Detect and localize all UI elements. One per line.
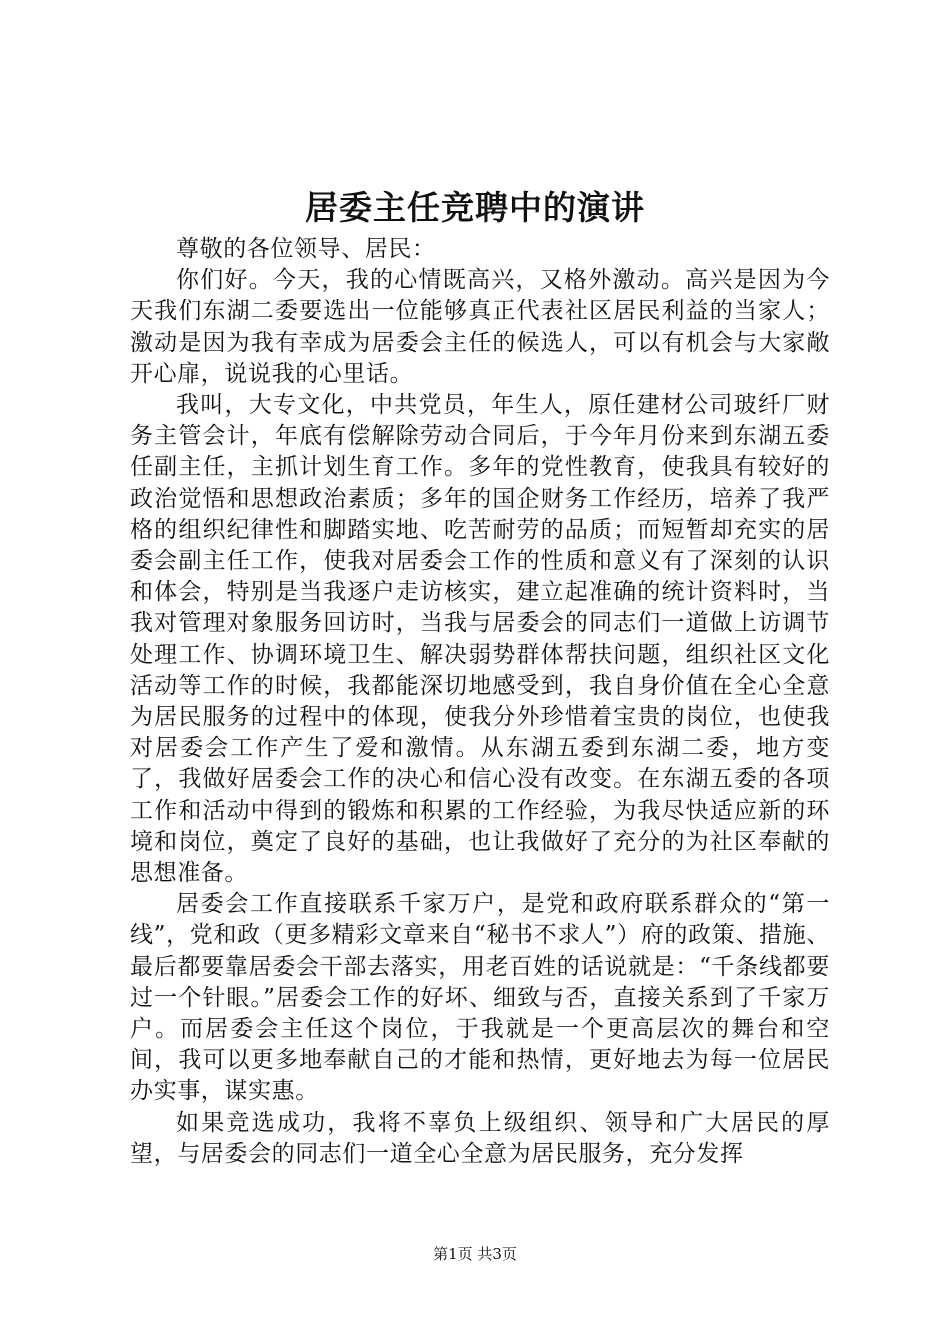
paragraph-greeting: 你们好。今天，我的心情既高兴，又格外激动。高兴是因为今天我们东湖二委要选出一位能够真正代表社区居民利益的当家人；激动是因为我有幸成为居委会主任的候选人，可以有机会与大家敞开心扉，说说我的心里话。 bbox=[130, 267, 830, 387]
paragraph-role-significance: 居委会工作直接联系千家万户，是党和政府联系群众的“第一线”，党和政（更多精彩文章来自“秘书不求人”）府的政策、措施、最后都要靠居委会干部去落实，用老百姓的话说就是：“千条线都要过一个针眼。”居委会工作的好坏、细致与否，直接关系到了千家万户。而居委会主任这个岗位，于我就是一个更高层次的舞台和空间，我可以更多地奉献自己的才能和热情，更好地去为每一位居民办实事，谋实惠。 bbox=[130, 891, 830, 1105]
document-title: 居委主任竞聘中的演讲 bbox=[305, 188, 645, 227]
paragraph-commitment: 如果竞选成功，我将不辜负上级组织、领导和广大居民的厚望，与居委会的同志们一道全心全意为居民服务，充分发挥 bbox=[130, 1109, 830, 1167]
document-body bbox=[130, 234, 830, 1170]
paragraph-salutation: 尊敬的各位领导、居民： bbox=[176, 236, 436, 262]
paragraph-self-introduction: 我叫，大专文化，中共党员，年生人，原任建材公司玻纤厂财务主管会计，年底有偿解除劳动合同后，于今年月份来到东湖五委任副主任，主抓计划生育工作。多年的党性教育，使我具有较好的政治觉悟和思想政治素质；多年的国企财务工作经历，培养了我严格的组织纪律性和脚踏实地、吃苦耐劳的品质；而短暂却充实的居委会副主任工作，使我对居委会工作的性质和意义有了深刻的认识和体会，特别是当我逐户走访核实，建立起准确的统计资料时，当我对管理对象服务回访时，当我与居委会的同志们一道做上访调节处理工作、协调环境卫生、解决弱势群体帮扶问题，组织社区文化活动等工作的时候，我都能深切地感受到，我自身价值在全心全意为居民服务的过程中的体现，使我分外珍惜着宝贵的岗位，也使我对居委会工作产生了爱和激情。从东湖五委到东湖二委，地方变了，我做好居委会工作的决心和信心没有改变。在东湖五委的各项工作和活动中得到的锻炼和积累的工作经验，为我尽快适应新的环境和岗位，奠定了良好的基础，也让我做好了充分的为社区奉献的思想准备。 bbox=[130, 392, 830, 887]
page-number-footer: 第1页 共3页 bbox=[433, 1245, 517, 1263]
